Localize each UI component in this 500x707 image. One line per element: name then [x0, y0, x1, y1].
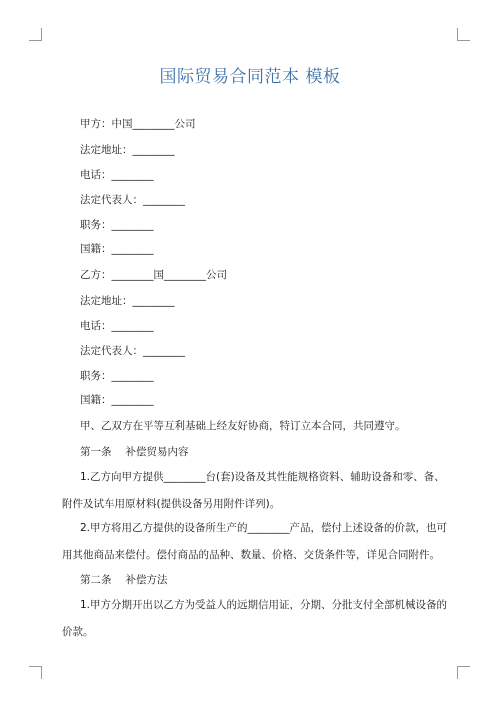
party-b-name: 乙方：________国________公司	[80, 269, 227, 281]
party-a-position: 职务：________	[80, 219, 154, 231]
party-a-representative: 法定代表人：________	[80, 194, 185, 206]
party-a-phone: 电话：________	[80, 169, 154, 181]
article-1-number: 第一条	[80, 446, 112, 458]
article-2-clause-1-line-1: 1.甲方分期开出以乙方为受益人的远期信用证，分期、分批支付全部机械设备的	[80, 599, 448, 611]
article-2-heading	[80, 572, 168, 587]
party-b-representative: 法定代表人：________	[80, 345, 185, 357]
document-title: 国际贸易合同范本 模板	[159, 67, 341, 87]
article-2-clause-1	[62, 597, 468, 639]
party-b-nationality: 国籍：________	[80, 394, 154, 406]
article-1-title: 补偿贸易内容	[125, 446, 189, 458]
article-1-clause-1-line-1: 1.乙方向甲方提供________台(套)设备及其性能规格资料、辅助设备和零、备、	[80, 471, 445, 483]
party-b-position: 职务：________	[80, 370, 154, 382]
party-b-address: 法定地址：________	[80, 295, 175, 307]
crop-mark-bottom-right	[457, 666, 470, 679]
crop-mark-top-right	[457, 28, 470, 41]
party-a-nationality: 国籍：________	[80, 243, 154, 255]
article-1-clause-1-line-2: 附件及试车用原材料(提供设备另用附件详列)。	[62, 498, 281, 510]
article-2-clause-1-line-2: 价款。	[62, 626, 94, 638]
article-1-clause-2-line-1: 2.甲方将用乙方提供的设备所生产的________产品，偿付上述设备的价款，也可	[80, 522, 448, 534]
crop-mark-top-left	[29, 28, 42, 41]
party-a-name: 甲方：中国________公司	[80, 118, 196, 130]
article-1-clause-1	[62, 469, 468, 511]
preamble: 甲、乙双方在平等互利基础上经友好协商，特订立本合同，共同遵守。	[80, 420, 406, 432]
party-a-address: 法定地址：________	[80, 144, 175, 156]
article-2-number: 第二条	[80, 574, 112, 586]
article-1-clause-2-line-2: 用其他商品来偿付。偿付商品的品种、数量、价格、交货条件等，详见合同附件。	[62, 549, 440, 561]
crop-mark-bottom-left	[29, 666, 42, 679]
article-1-clause-2	[62, 520, 468, 562]
article-2-title: 补偿方法	[125, 574, 168, 586]
article-1-heading	[80, 444, 189, 459]
party-b-phone: 电话：________	[80, 320, 154, 332]
